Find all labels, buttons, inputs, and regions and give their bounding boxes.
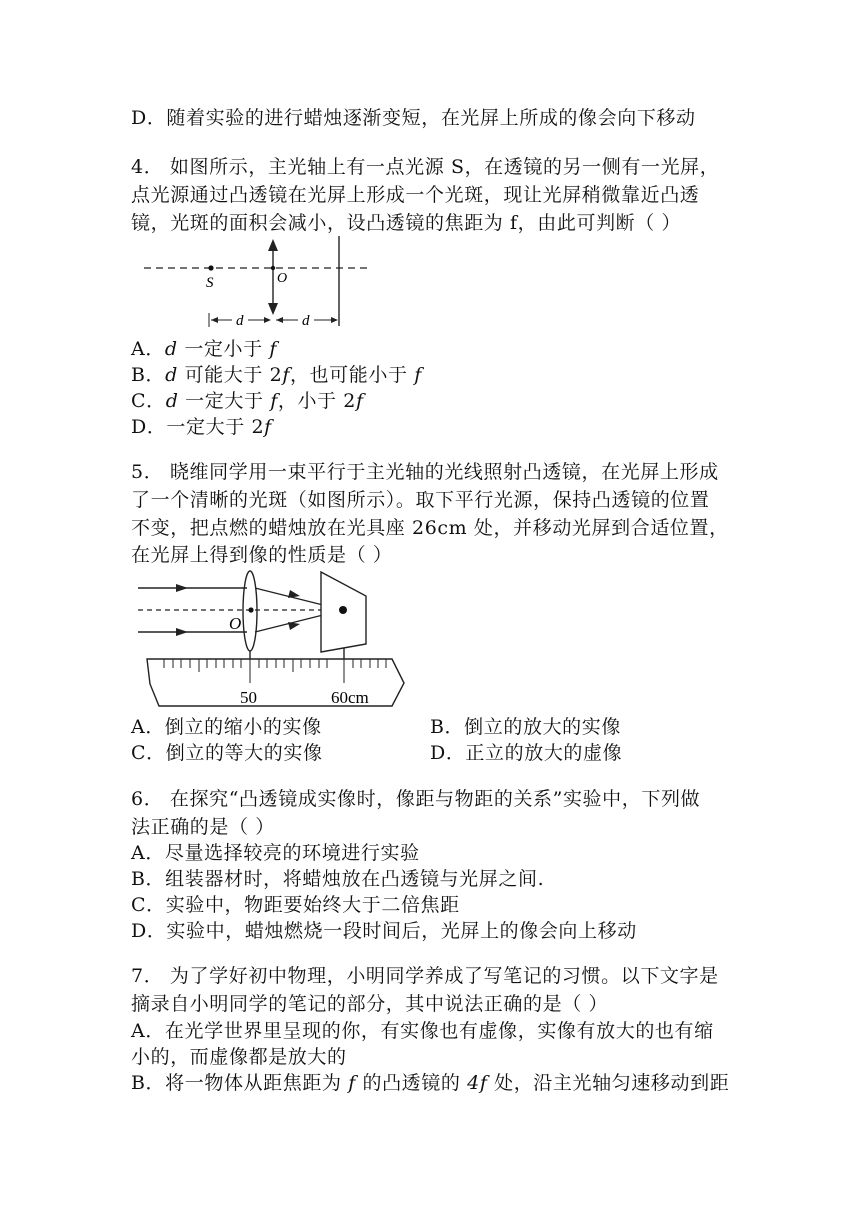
q7-stem-line-1: 7． 为了学好初中物理，小明同学养成了写笔记的习惯。以下文字是	[131, 965, 719, 987]
q5-label-o: O	[229, 614, 242, 633]
q3-option-d: D．随着实验的进行蜡烛逐渐变短，在光屏上所成的像会向下移动	[131, 107, 696, 129]
q4-stem-line-3: 镜，光斑的面积会减小，设凸透镜的焦距为 f，由此可判断（ ）	[131, 212, 682, 234]
q5-tick-60: 60cm	[331, 688, 369, 707]
q7-option-a-line-2: 小的，而虚像都是放大的	[131, 1046, 347, 1068]
q6-option-d: D．实验中，蜡烛燃烧一段时间后，光屏上的像会向上移动	[131, 920, 637, 942]
q4-label-s: S	[206, 275, 214, 291]
q5-light-spot	[339, 606, 347, 614]
q5-lens-center	[248, 607, 253, 612]
q4-option-d: D．一定大于 2f	[131, 416, 272, 438]
q5-stem-line-2: 了一个清晰的光斑（如图所示）。取下平行光源，保持凸透镜的位置	[131, 489, 710, 511]
q4-label-d2: d	[302, 313, 310, 329]
q6-option-c: C．实验中，物距要始终大于二倍焦距	[131, 894, 460, 916]
q5-option-b: B．倒立的放大的实像	[430, 716, 621, 738]
q4-label-d1: d	[236, 313, 244, 329]
q6-option-b: B．组装器材时，将蜡烛放在凸透镜与光屏之间.	[131, 868, 545, 890]
q5-stem-line-1: 5． 晓维同学用一束平行于主光轴的光线照射凸透镜，在光屏上形成	[131, 461, 719, 483]
q5-option-a: A．倒立的缩小的实像	[131, 716, 322, 738]
q7-stem-line-2: 摘录自小明同学的笔记的部分，其中说法正确的是（ ）	[131, 993, 609, 1015]
q4-option-b: B．d 可能大于 2f，也可能小于 f	[131, 364, 422, 386]
q6-stem-line-2: 法正确的是（ ）	[131, 816, 275, 838]
q5-option-c: C．倒立的等大的实像	[131, 742, 323, 764]
q6-option-a: A．尽量选择较亮的环境进行实验	[131, 842, 420, 864]
q4-option-c: C．d 一定大于 f，小于 2f	[131, 390, 364, 412]
q5-stem-line-3: 不变，把点燃的蜡烛放在光具座 26cm 处，并移动光屏到合适位置，	[131, 517, 729, 539]
q5-stem-line-4: 在光屏上得到像的性质是（ ）	[131, 544, 393, 566]
q4-option-a: A．d 一定小于 f	[131, 338, 278, 360]
q7-option-a-line-1: A．在光学世界里呈现的你，有实像也有虚像，实像有放大的也有缩	[131, 1020, 714, 1042]
q6-stem-line-1: 6． 在探究“凸透镜成实像时，像距与物距的关系”实验中，下列做	[131, 788, 701, 810]
q4-label-o: O	[277, 271, 288, 286]
q4-stem-line-2: 点光源通过凸透镜在光屏上形成一个光斑，现让光屏稍微靠近凸透	[131, 184, 700, 206]
q5-tick-50: 50	[240, 688, 257, 707]
q4-stem-line-1: 4． 如图所示，主光轴上有一点光源 S，在透镜的另一侧有一光屏，	[131, 156, 720, 178]
q7-option-b: B．将一物体从距焦距为 f 的凸透镜的 4f 处，沿主光轴匀速移动到距	[131, 1072, 730, 1094]
q5-option-d: D．正立的放大的虚像	[430, 742, 623, 764]
